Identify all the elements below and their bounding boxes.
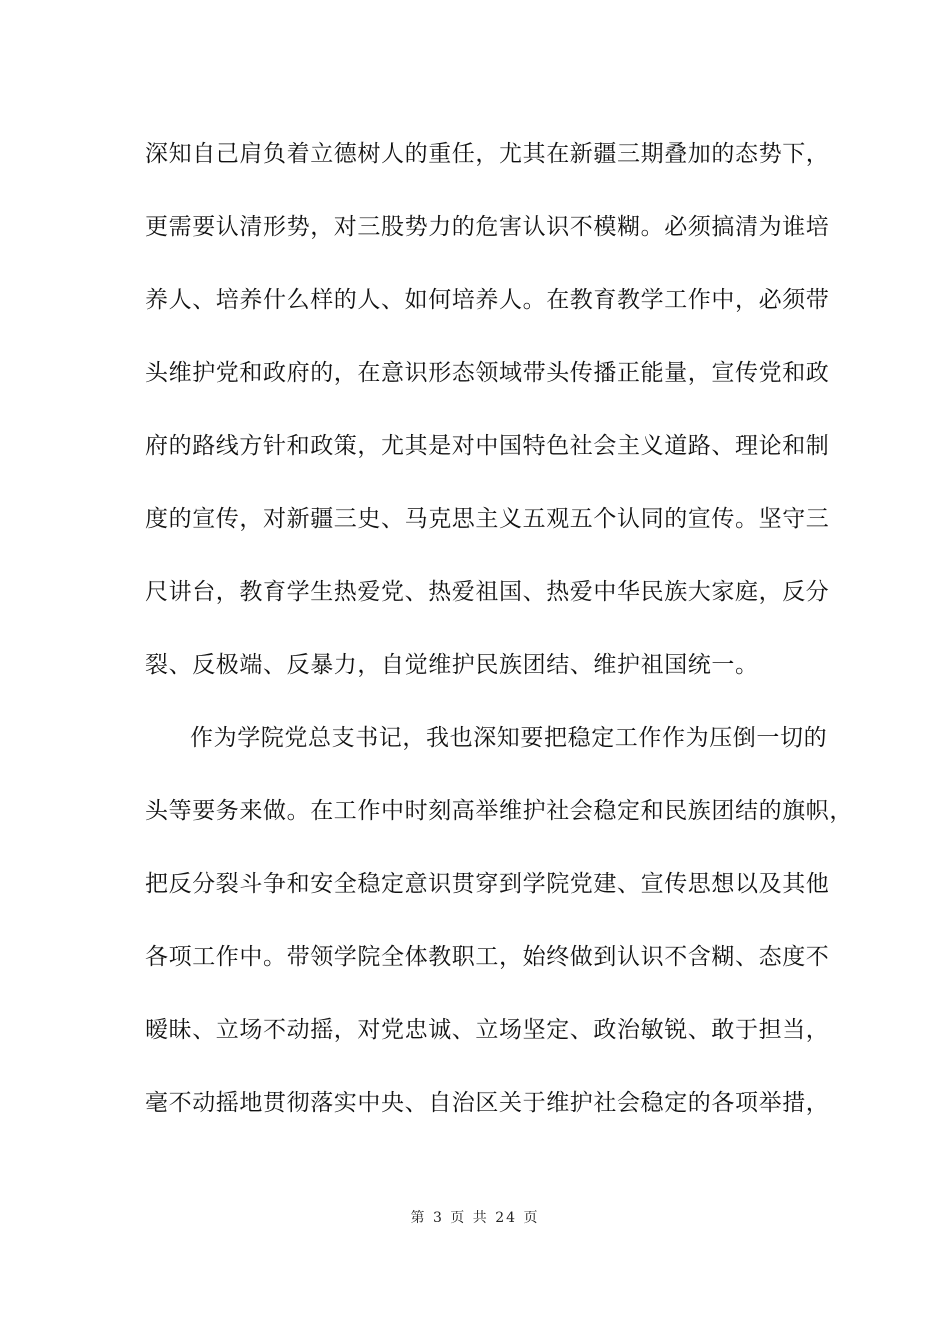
- body-text-line-3: 养人、培养什么样的人、如何培养人。在教育教学工作中，必须带: [145, 287, 830, 313]
- body-text-line-6: 度的宣传，对新疆三史、马克思主义五观五个认同的宣传。坚守三: [145, 506, 830, 532]
- body-text-line-14: 毫不动摇地贯彻落实中央、自治区关于维护社会稳定的各项举措，: [145, 1090, 830, 1116]
- body-text-line-1: 深知自己肩负着立德树人的重任，尤其在新疆三期叠加的态势下，: [145, 141, 830, 167]
- body-text-line-8: 裂、反极端、反暴力，自觉维护民族团结、维护祖国统一。: [145, 652, 759, 678]
- body-text-line-13: 暧昧、立场不动摇，对党忠诚、立场坚定、政治敏锐、敢于担当，: [145, 1017, 830, 1043]
- body-text-line-12: 各项工作中。带领学院全体教职工，始终做到认识不含糊、态度不: [145, 944, 830, 970]
- body-text-line-2: 更需要认清形势，对三股势力的危害认识不模糊。必须搞清为谁培: [145, 214, 830, 240]
- body-text-line-4: 头维护党和政府的，在意识形态领域带头传播正能量，宣传党和政: [145, 360, 830, 386]
- body-text-line-9: 作为学院党总支书记，我也深知要把稳定工作作为压倒一切的: [190, 725, 828, 751]
- body-text-line-5: 府的路线方针和政策，尤其是对中国特色社会主义道路、理论和制: [145, 433, 830, 459]
- page-number-footer: 第 3 页 共 24 页: [410, 1210, 540, 1226]
- body-text-line-11: 把反分裂斗争和安全稳定意识贯穿到学院党建、宣传思想以及其他: [145, 871, 830, 897]
- body-text-line-7: 尺讲台，教育学生热爱党、热爱祖国、热爱中华民族大家庭，反分: [145, 579, 830, 605]
- body-text-line-10: 头等要务来做。在工作中时刻高举维护社会稳定和民族团结的旗帜，: [145, 798, 853, 824]
